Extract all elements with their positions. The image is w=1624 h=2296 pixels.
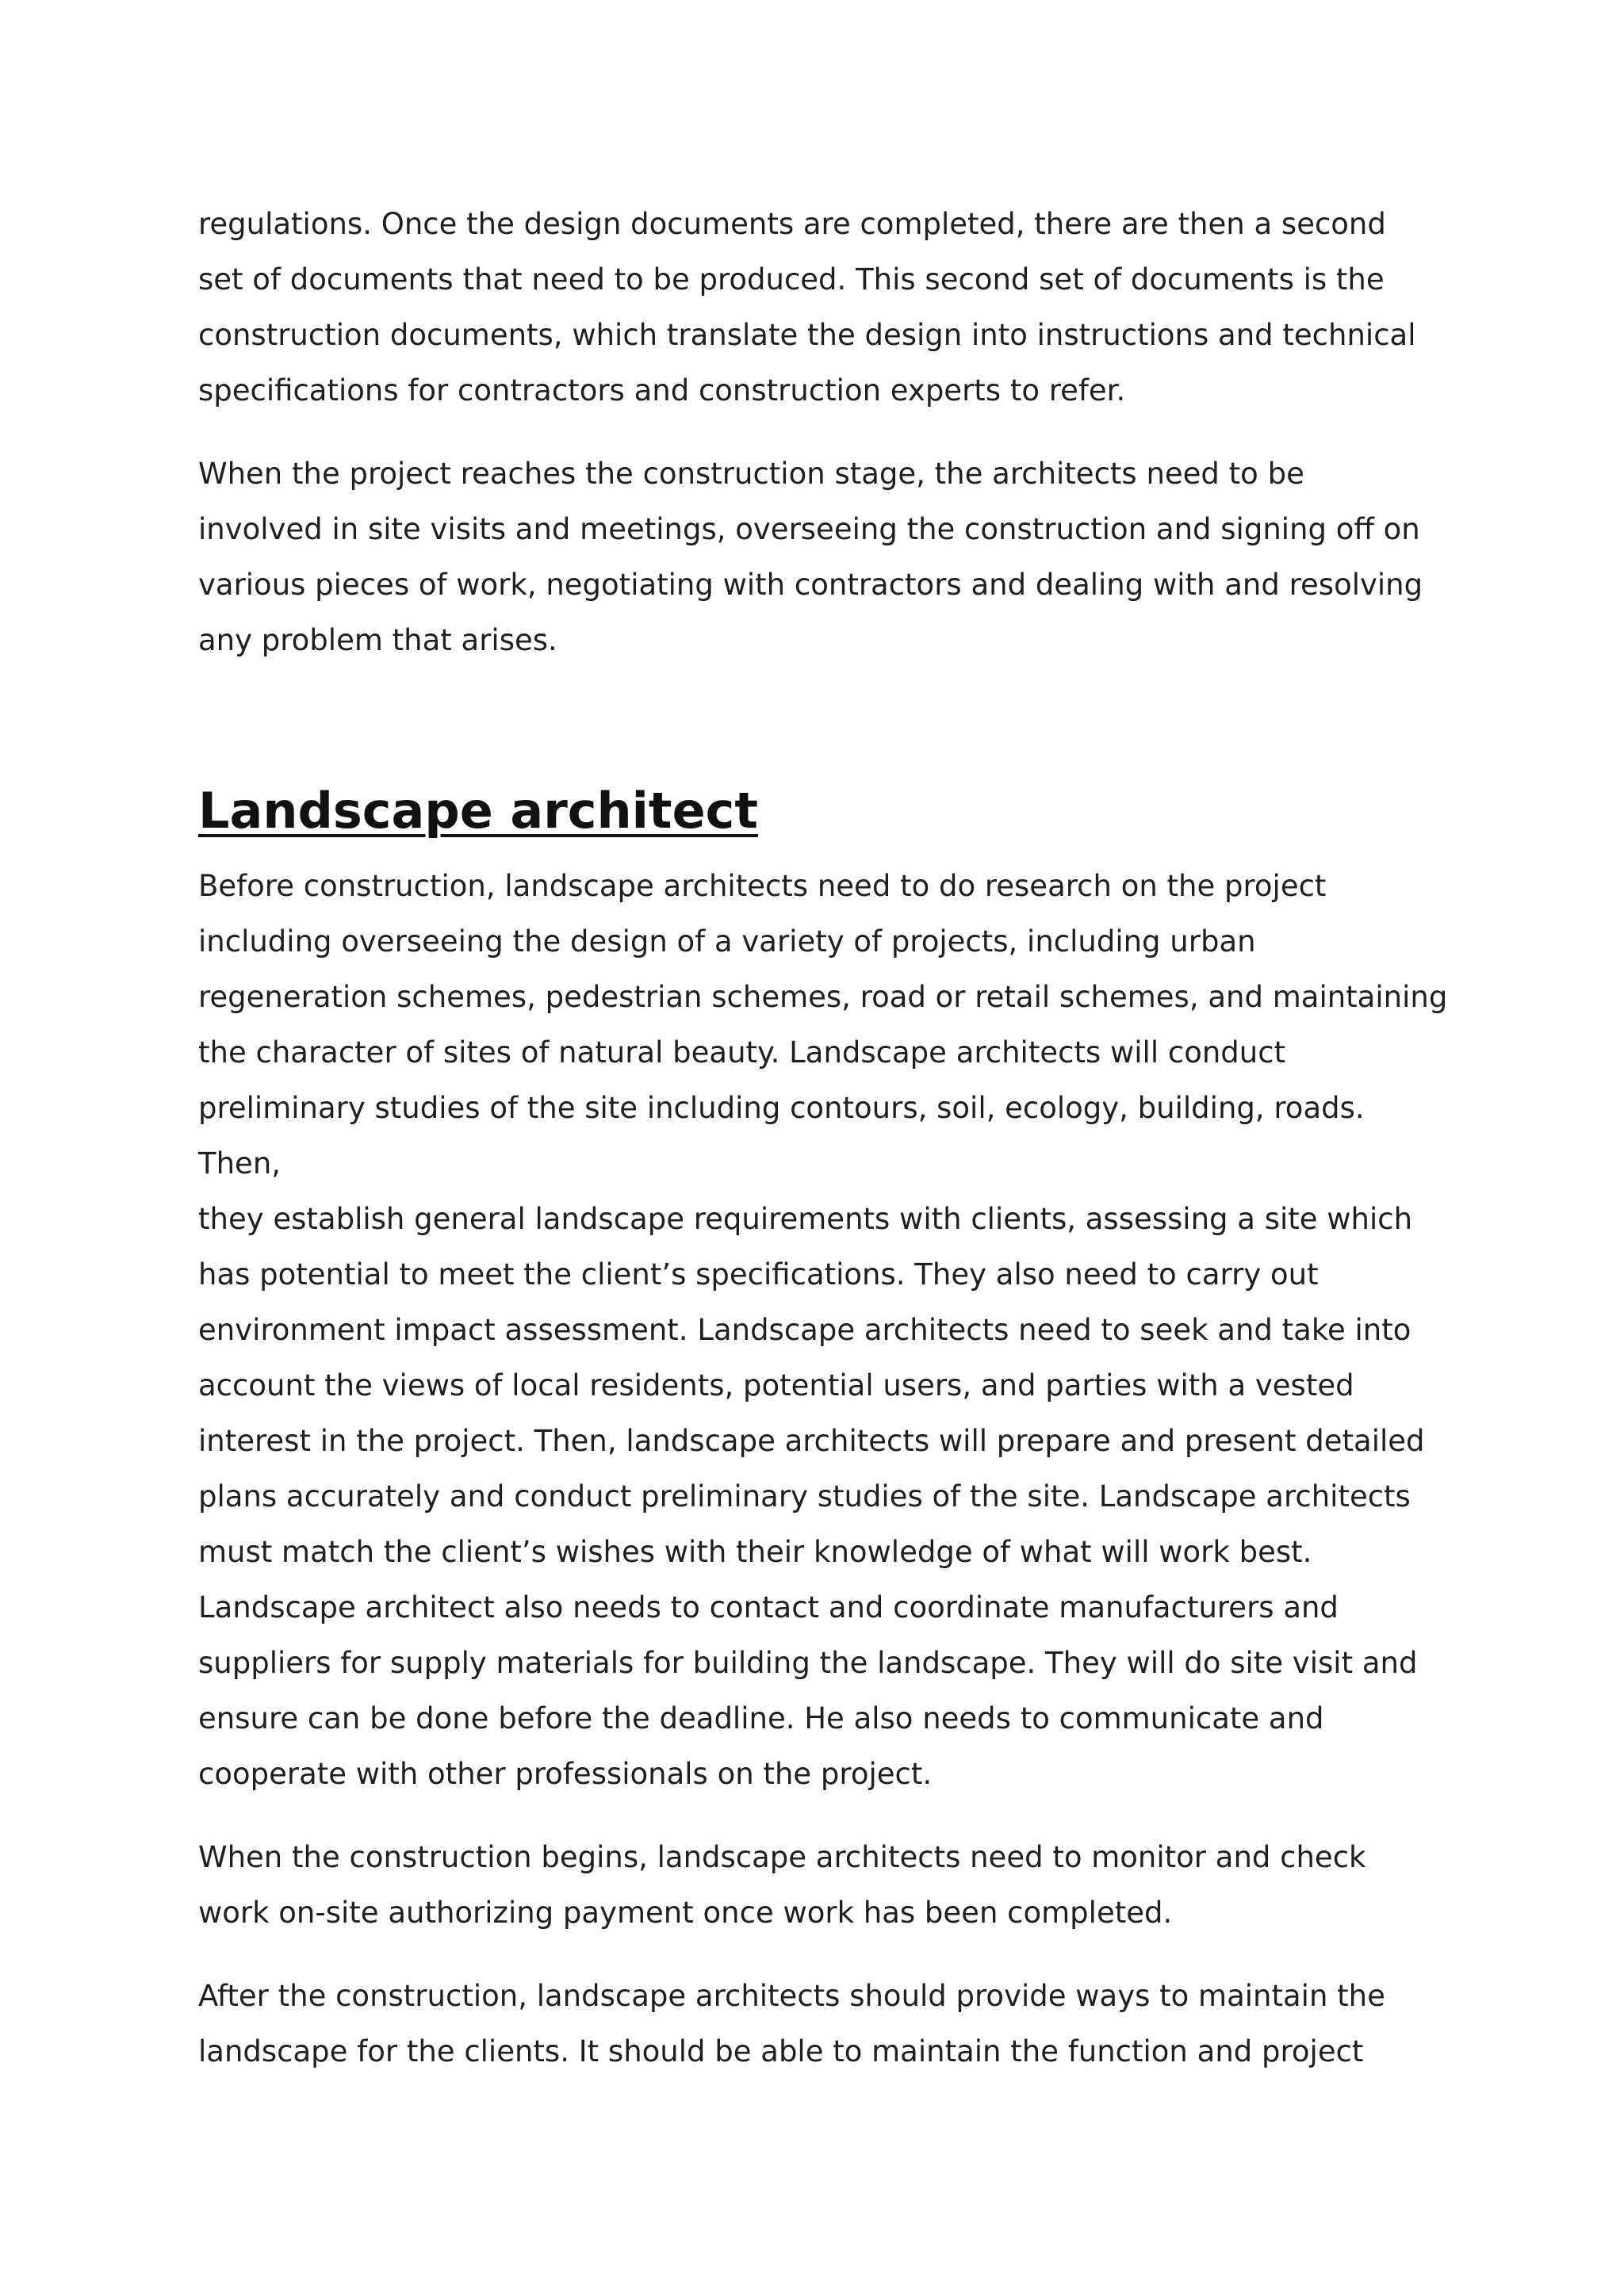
paragraph-construction-stage: When the project reaches the construction stage, the architects need to be involved in site visits and meetings, overseeing the construction and signing off on various pieces of work, negotiating with contractors and dealing with and resolving any problem that arises. (198, 457, 1423, 657)
document-body (198, 197, 1451, 2107)
paragraph-before-construction: Before construction, landscape architects need to do research on the project including overseeing the design of a variety of projects, including urban regeneration schemes, pedestrian schemes, road or retail schemes, and maintaining the character of sites of natural beauty. Landscape architects will conduct preliminary studies of the site including contours, soil, ecology, building, roads. Then, they establish general landscape requirements with clients, assessing a site which has potential to meet the client’s specifications. They also need to carry out environment impact assessment. Landscape architects need to seek and take into account the views of local residents, potential users, and parties with a vested interest in the project. Then, landscape architects will prepare and present detailed plans accurately and conduct preliminary studies of the site. Landscape architects must match the client’s wishes with their knowledge of what will work best. Landscape architect also needs to contact and coordinate manufacturers and suppliers for supply materials for building the landscape. They will do site visit and ensure can be done before the deadline. He also needs to communicate and cooperate with other professionals on the project. (198, 869, 1448, 1791)
paragraph-regulations: regulations. Once the design documents are completed, there are then a second set of documents that need to be produced. This second set of documents is the construction documents, which translate the design into instructions and technical specifications for contractors and construction experts to refer. (198, 207, 1416, 408)
section-heading-landscape-architect: Landscape architect (198, 782, 759, 840)
paragraph-construction-begins: When the construction begins, landscape architects need to monitor and check work on-site authorizing payment once work has been completed. (198, 1840, 1366, 1930)
paragraph-after-construction: After the construction, landscape architects should provide ways to maintain the landscape for the clients. It should be able to maintain the function and project (198, 1979, 1385, 2068)
